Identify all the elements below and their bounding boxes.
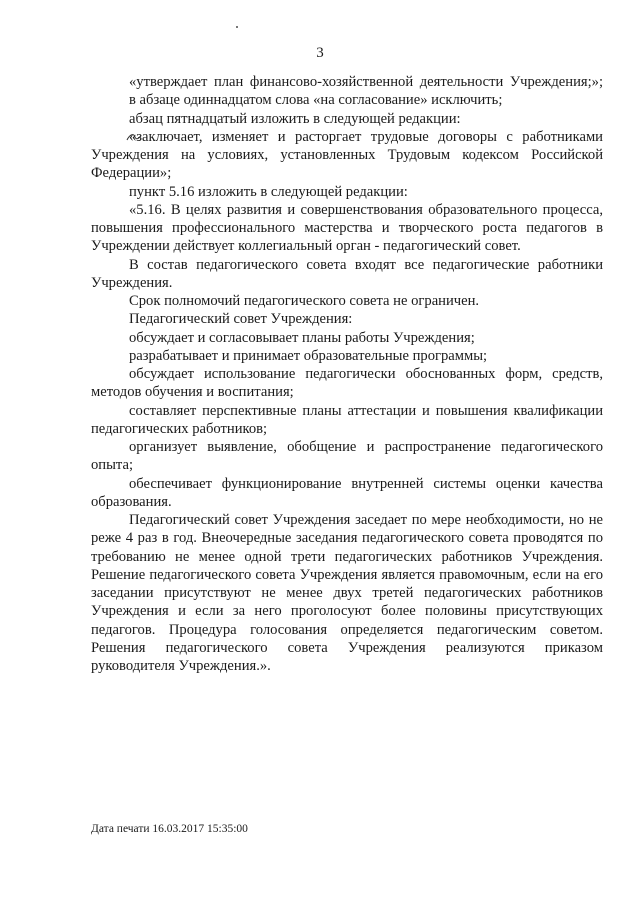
page-number: 3: [316, 45, 324, 61]
council-duty-3: обсуждает использование педагогически обоснованных форм, средств, методов обучения и воспитания;: [91, 366, 603, 401]
scan-speck: [236, 26, 238, 28]
council-duty-4: составляет перспективные планы аттестации и повышения квалификации педагогических работников;: [91, 402, 603, 437]
council-term: Срок полномочий педагогического совета не ограничен.: [129, 293, 480, 309]
amendment-paragraph-2: в абзаце одиннадцатом слова «на согласование» исключить;: [129, 92, 503, 109]
print-date-footer: Дата печати 16.03.2017 15:35:00: [91, 823, 248, 835]
amendment-paragraph-4: [91, 128, 603, 183]
council-duty-5: организует выявление, обобщение и распространение педагогического опыта;: [91, 439, 603, 474]
council-meetings: Педагогический совет Учреждения заседает по мере необходимости, но не реже 4 раз в год. Внеочередные заседания педагогического совета проводятся по требованию не менее одной трети педагогических работников Учреждения. Решение педагогического совета Учреждения является правомочным, если на его заседании присутствуют не менее двух третей педагогических работников Учреждения и если за него проголосуют более половины присутствующих педагогов. Процедура голосования определяется педагогическим советом. Решения педагогического совета Учреждения реализуются приказом руководителя Учреждения.».: [91, 512, 603, 674]
document-body: [91, 73, 603, 675]
amendment-paragraph-3: абзац пятнадцатый изложить в следующей редакции:: [129, 110, 461, 127]
council-duty-1: обсуждает и согласовывает планы работы Учреждения;: [129, 329, 475, 346]
amendment-paragraph-1: «утверждает план финансово-хозяйственной деятельности Учреждения;»;: [129, 74, 603, 90]
council-duty-6: обеспечивает функционирование внутренней системы оценки качества образования.: [91, 475, 603, 510]
council-composition: В состав педагогического совета входят все педагогические работники Учреждения.: [91, 256, 603, 291]
clause-5-16-intro: «5.16. В целях развития и совершенствования образовательного процесса, повышения профессионального мастерства и творческого роста педагогов в Учреждении действует коллегиальный орган - педагогический совет.: [91, 201, 603, 255]
amendment-paragraph-4-text: «заключает, изменяет и расторгает трудовые договоры с работниками Учреждения на условиях, установленных Трудовым кодексом Российской Федерации»;: [91, 128, 603, 182]
council-duty-2: разрабатывает и принимает образовательные программы;: [129, 347, 488, 364]
amendment-paragraph-5: пункт 5.16 изложить в следующей редакции:: [129, 183, 408, 200]
council-duties-heading: Педагогический совет Учреждения:: [129, 311, 353, 328]
